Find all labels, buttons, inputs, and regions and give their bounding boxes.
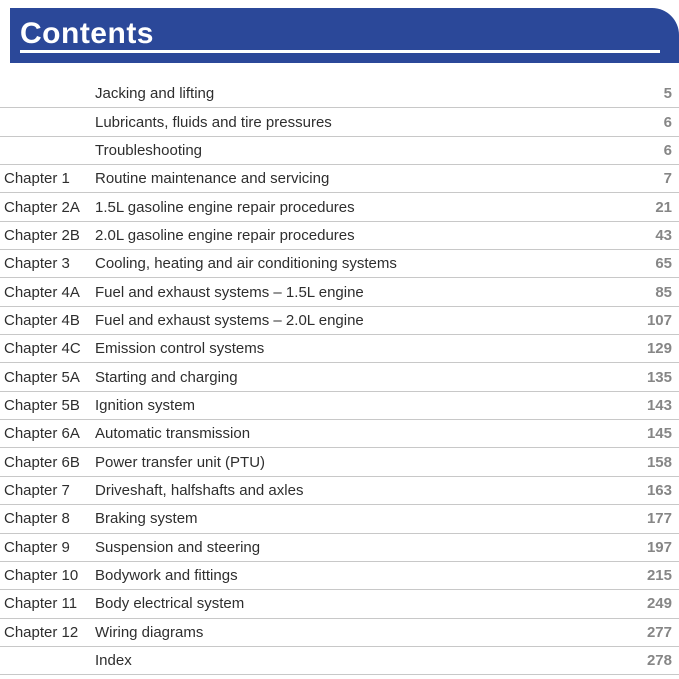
entry-title: 2.0L gasoline engine repair procedures [95,226,355,244]
page-number: 129 [646,340,672,358]
toc-row[interactable] [0,448,679,476]
page-number: 215 [646,567,672,585]
entry-title: Routine maintenance and servicing [95,170,330,188]
chapter-label: Chapter 2B [4,226,80,244]
toc-row[interactable] [0,165,679,193]
toc-row[interactable] [0,108,679,136]
toc [0,80,679,675]
toc-row[interactable] [0,562,679,590]
page-number: 277 [646,623,672,641]
entry-title: Troubleshooting [95,141,203,159]
toc-row[interactable] [0,193,679,221]
entry-title: Automatic transmission [95,425,251,443]
chapter-label: Chapter 7 [4,481,70,499]
chapter-label: Chapter 6A [4,425,80,443]
toc-row[interactable] [0,250,679,278]
header-underline [20,50,660,53]
entry-title: Fuel and exhaust systems – 1.5L engine [95,283,364,301]
entry-title: Wiring diagrams [95,623,204,641]
page-number: 7 [663,170,672,188]
entry-title: Braking system [95,510,198,528]
toc-row[interactable] [0,335,679,363]
entry-title: Body electrical system [95,595,245,613]
chapter-label: Chapter 1 [4,170,70,188]
entry-title: Lubricants, fluids and tire pressures [95,113,332,131]
page-number: 135 [646,368,672,386]
toc-row[interactable] [0,619,679,647]
page-number: 85 [655,283,672,301]
entry-title: Ignition system [95,396,196,414]
page-number: 143 [646,396,672,414]
chapter-label: Chapter 4A [4,283,80,301]
page-title: Contents [20,17,154,50]
page-number: 43 [655,226,672,244]
entry-title: Bodywork and fittings [95,567,238,585]
page-number: 163 [646,481,672,499]
page-number: 65 [655,255,672,273]
toc-row[interactable] [0,392,679,420]
entry-title: Fuel and exhaust systems – 2.0L engine [95,311,364,329]
entry-title: Power transfer unit (PTU) [95,453,266,471]
contents-header [10,8,679,63]
page-number: 249 [646,595,672,613]
chapter-label: Chapter 5B [4,396,80,414]
entry-title: Index [95,652,132,670]
toc-row[interactable] [0,278,679,306]
page-number: 145 [646,425,672,443]
entry-title: Starting and charging [95,368,238,386]
chapter-label: Chapter 9 [4,538,70,556]
page-number: 177 [646,510,672,528]
entry-title: Suspension and steering [95,538,261,556]
chapter-label: Chapter 8 [4,510,70,528]
toc-row[interactable] [0,477,679,505]
chapter-label: Chapter 10 [4,567,79,585]
toc-row[interactable] [0,222,679,250]
page-number: 158 [646,453,672,471]
toc-row[interactable] [0,505,679,533]
page-number: 107 [646,311,672,329]
entry-title: Cooling, heating and air conditioning systems [95,255,397,273]
chapter-label: Chapter 11 [4,595,78,613]
chapter-label: Chapter 4C [4,340,81,358]
toc-row[interactable] [0,363,679,391]
page-number: 278 [646,652,672,670]
entry-title: Driveshaft, halfshafts and axles [95,481,304,499]
page-number: 6 [663,113,672,131]
entry-title: Emission control systems [95,340,265,358]
chapter-label: Chapter 6B [4,453,80,471]
toc-row[interactable] [0,420,679,448]
chapter-label: Chapter 12 [4,623,79,641]
chapter-label: Chapter 4B [4,311,80,329]
chapter-label: Chapter 3 [4,255,70,273]
toc-row[interactable] [0,137,679,165]
chapter-label: Chapter 5A [4,368,80,386]
toc-row[interactable] [0,647,679,675]
page-number: 21 [655,198,672,216]
toc-row[interactable] [0,534,679,562]
toc-row[interactable] [0,307,679,335]
entry-title: 1.5L gasoline engine repair procedures [95,198,355,216]
page-number: 6 [663,141,672,159]
toc-row[interactable] [0,590,679,618]
toc-row[interactable] [0,80,679,108]
page-number: 5 [663,85,672,103]
entry-title: Jacking and lifting [95,85,215,103]
chapter-label: Chapter 2A [4,198,80,216]
page-number: 197 [646,538,672,556]
